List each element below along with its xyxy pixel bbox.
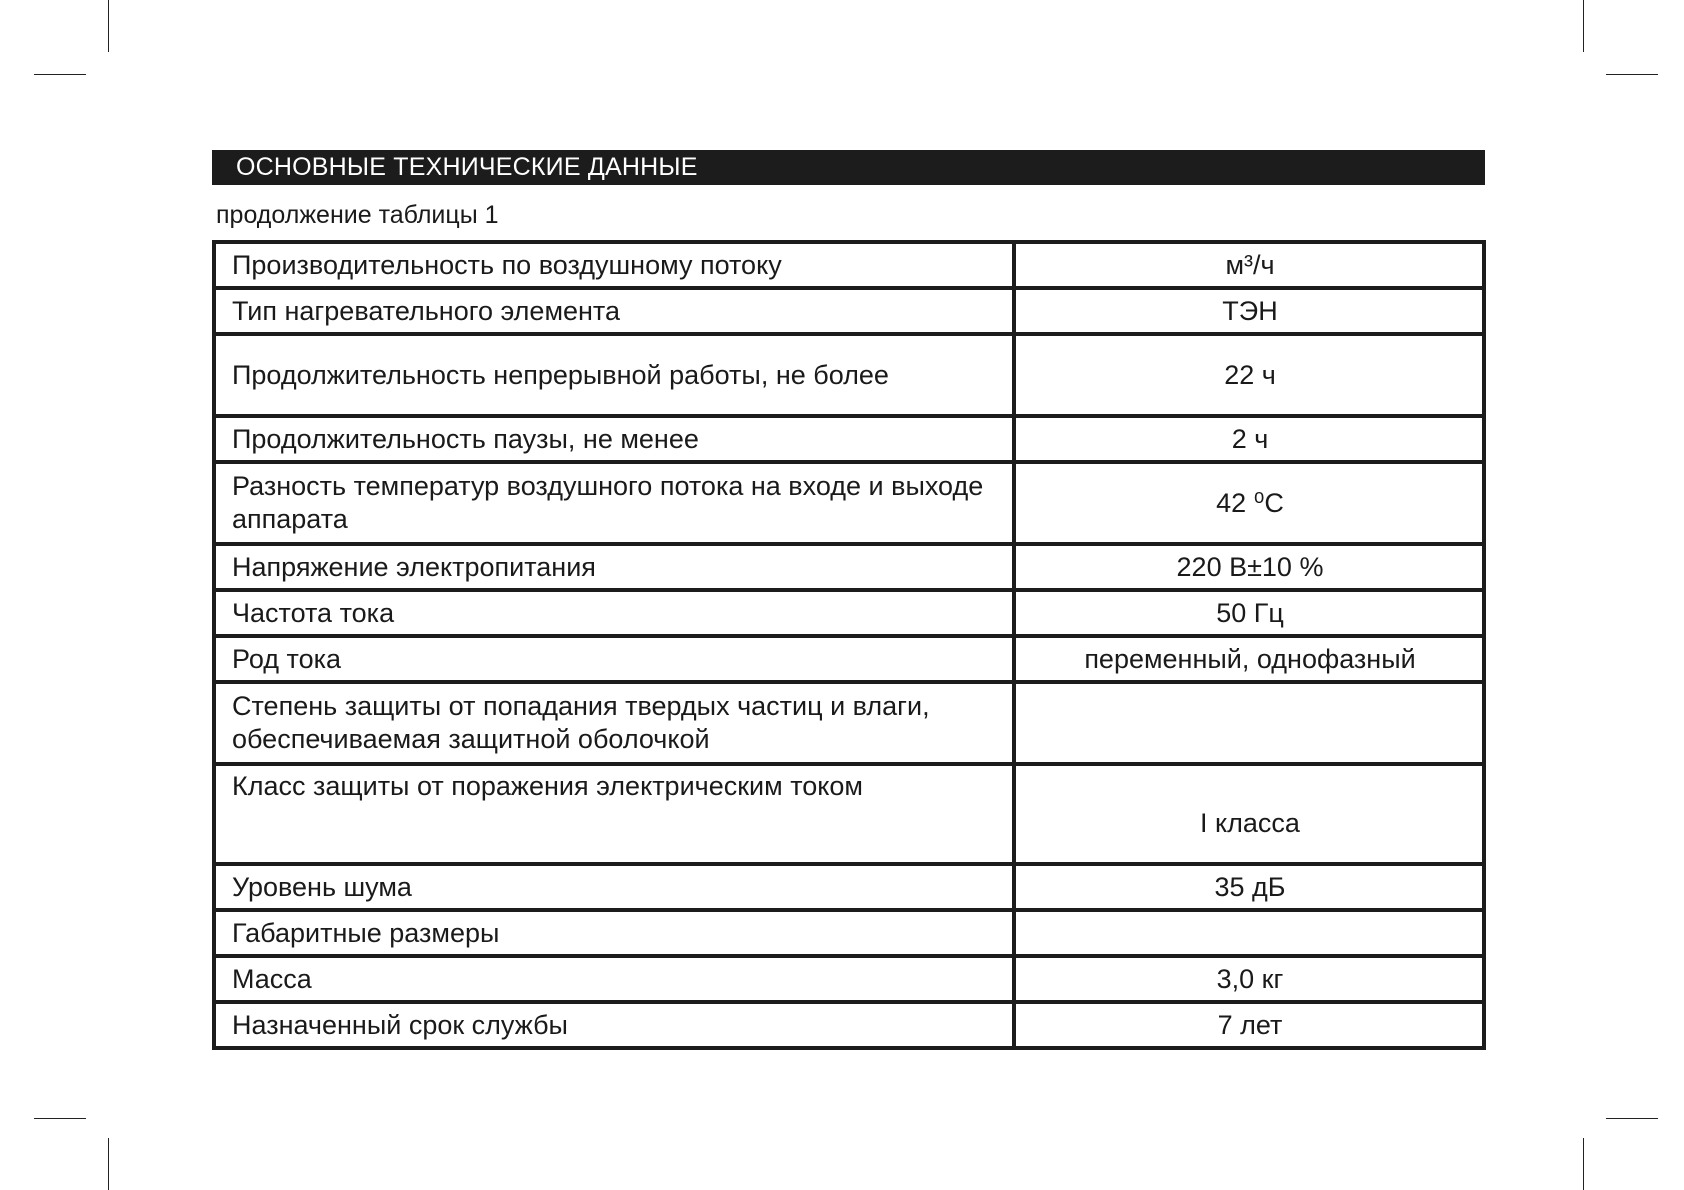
table-row: [214, 956, 1484, 1002]
crop-mark: [108, 1138, 109, 1190]
table-row: [214, 590, 1484, 636]
value-cell: 2 ч: [1014, 416, 1484, 462]
table-row: [214, 462, 1484, 544]
param-cell: Степень защиты от попадания твердых частиц и влаги, обеспечиваемая защитной оболочкой: [214, 682, 1014, 764]
param-cell: Напряжение электропитания: [214, 544, 1014, 590]
param-cell: Частота тока: [214, 590, 1014, 636]
value-cell: ТЭН: [1014, 288, 1484, 334]
table-row: [214, 1002, 1484, 1048]
param-cell: Габаритные размеры: [214, 910, 1014, 956]
param-cell: Тип нагревательного элемента: [214, 288, 1014, 334]
crop-mark: [1606, 1118, 1658, 1119]
value-cell: I класса: [1014, 764, 1484, 864]
table-row: [214, 636, 1484, 682]
crop-mark: [34, 74, 86, 75]
param-cell: Продолжительность паузы, не менее: [214, 416, 1014, 462]
param-cell: Уровень шума: [214, 864, 1014, 910]
value-cell: 22 ч: [1014, 334, 1484, 416]
value-cell: 35 дБ: [1014, 864, 1484, 910]
value-cell: 50 Гц: [1014, 590, 1484, 636]
param-cell: Продолжительность непрерывной работы, не более: [214, 334, 1014, 416]
table-row: [214, 864, 1484, 910]
param-cell: Производительность по воздушному потоку: [214, 242, 1014, 288]
table-row: [214, 544, 1484, 590]
table-row: [214, 288, 1484, 334]
crop-mark: [1583, 1138, 1584, 1190]
value-cell: [1014, 910, 1484, 956]
table-row: [214, 416, 1484, 462]
param-cell: Назначенный срок службы: [214, 1002, 1014, 1048]
section-header: ОСНОВНЫЕ ТЕХНИЧЕСКИЕ ДАННЫЕ: [212, 150, 1485, 185]
crop-mark: [108, 0, 109, 52]
value-cell: [1014, 682, 1484, 764]
table-row: [214, 764, 1484, 864]
specifications-table: [212, 240, 1486, 1050]
table-row: [214, 910, 1484, 956]
value-cell: переменный, однофазный: [1014, 636, 1484, 682]
value-cell: 3,0 кг: [1014, 956, 1484, 1002]
param-cell: Масса: [214, 956, 1014, 1002]
value-cell: 220 В±10 %: [1014, 544, 1484, 590]
value-cell: 42 ⁰С: [1014, 462, 1484, 544]
table-row: [214, 334, 1484, 416]
param-cell: Разность температур воздушного потока на входе и выходе аппарата: [214, 462, 1014, 544]
param-cell: Род тока: [214, 636, 1014, 682]
param-cell: Класс защиты от поражения электрическим током: [214, 764, 1014, 864]
table-row: [214, 682, 1484, 764]
table-continuation-caption: продолжение таблицы 1: [216, 201, 499, 229]
crop-mark: [1606, 74, 1658, 75]
value-cell: 7 лет: [1014, 1002, 1484, 1048]
table-row: [214, 242, 1484, 288]
crop-mark: [34, 1118, 86, 1119]
crop-mark: [1583, 0, 1584, 52]
value-cell: м³/ч: [1014, 242, 1484, 288]
